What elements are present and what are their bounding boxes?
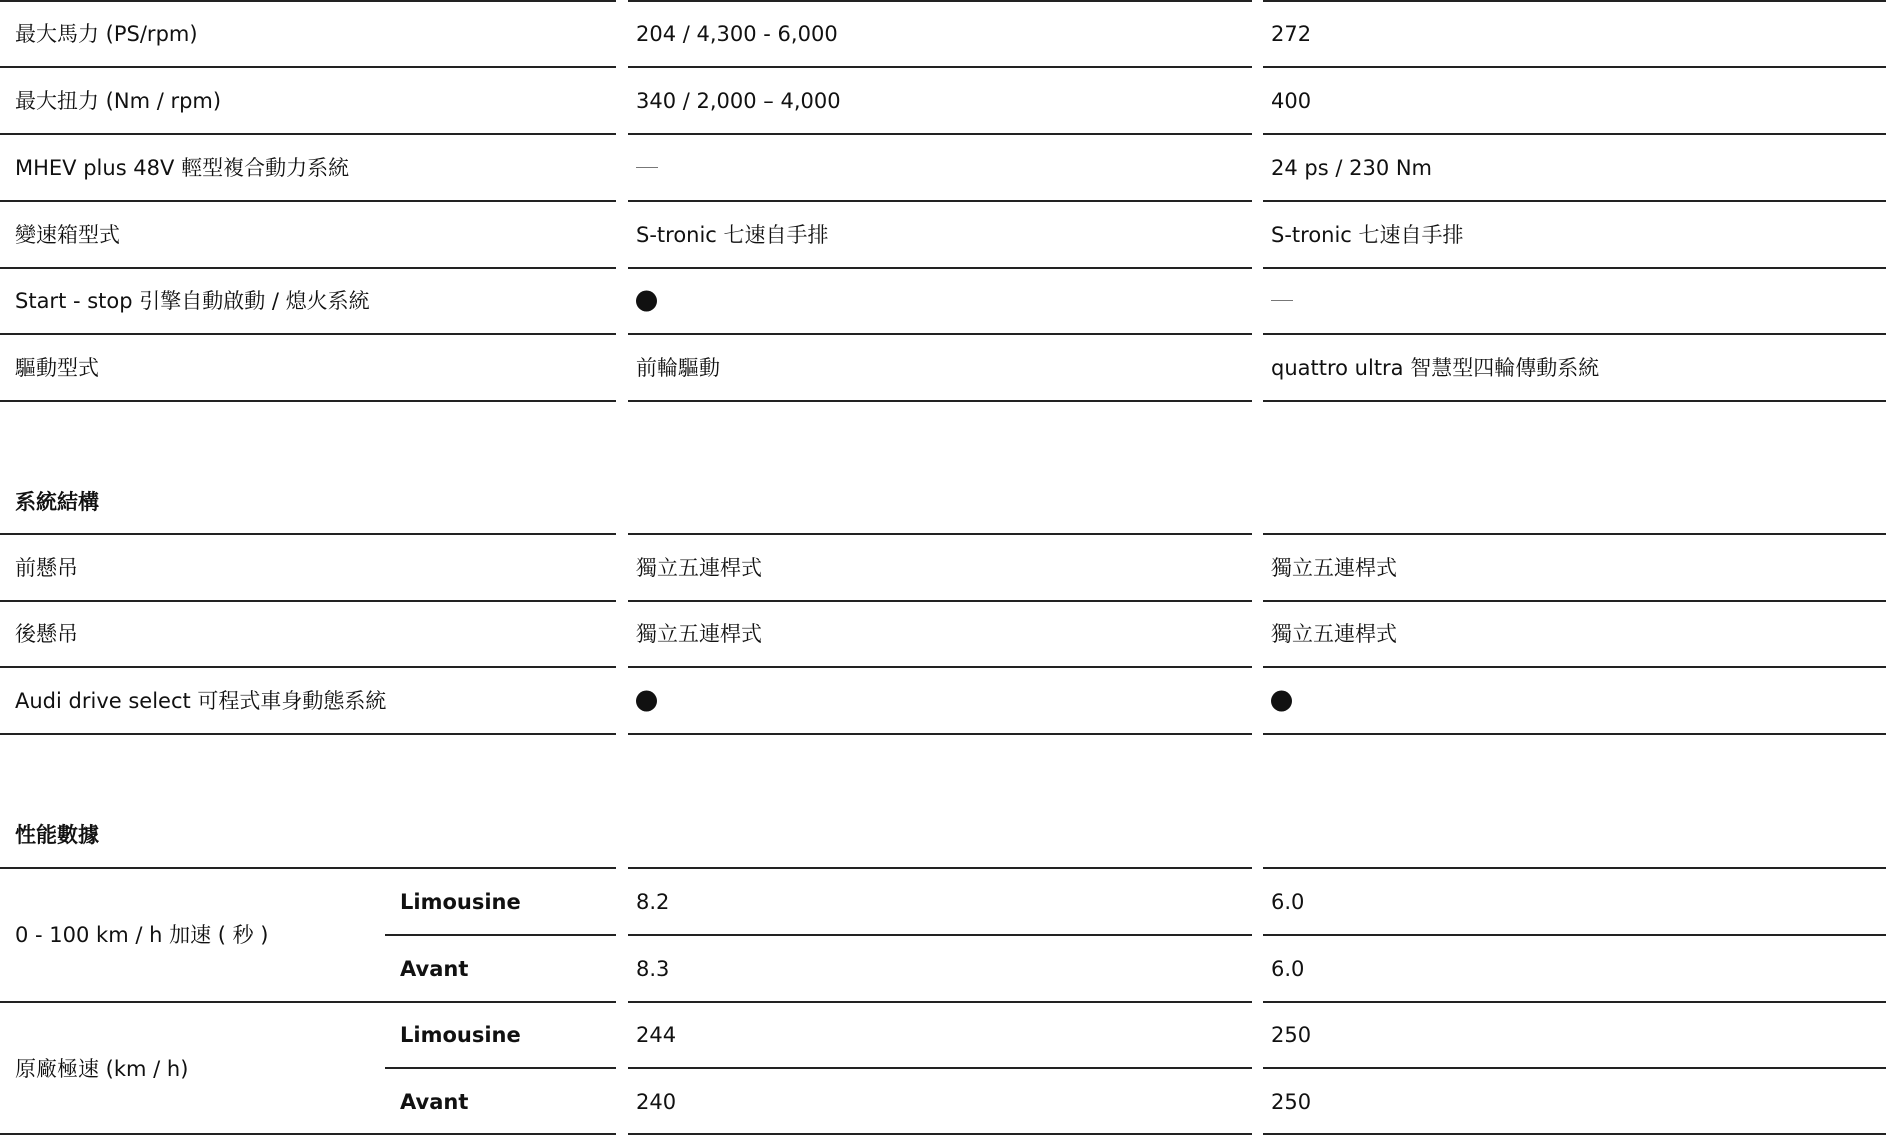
row-divider: [628, 333, 1252, 335]
variant-label: Avant: [400, 957, 469, 981]
row-divider: [1263, 867, 1886, 869]
not-available-dash: [1271, 300, 1293, 301]
spec-value-col1: S-tronic 七速自手排: [636, 223, 829, 247]
spec-value-col1: 8.2: [636, 890, 670, 914]
row-divider: [1263, 533, 1886, 535]
spec-label: 最大馬力 (PS/rpm): [15, 22, 198, 46]
row-divider: [0, 867, 616, 869]
row-divider: [0, 533, 616, 535]
row-divider: [0, 600, 616, 602]
row-divider: [385, 934, 616, 936]
spec-label: 驅動型式: [15, 356, 99, 380]
section-title-performance: 性能數據: [15, 823, 99, 847]
row-divider: [628, 200, 1252, 202]
spec-value-col1: 204 / 4,300 - 6,000: [636, 22, 838, 46]
spec-value-col2: 24 ps / 230 Nm: [1271, 156, 1433, 180]
variant-label: Avant: [400, 1090, 469, 1114]
spec-label: 後懸吊: [15, 622, 78, 646]
spec-value-col2: 250: [1271, 1023, 1312, 1047]
spec-value-col2: quattro ultra 智慧型四輪傳動系統: [1271, 356, 1600, 380]
row-divider: [1263, 267, 1886, 269]
row-divider: [1263, 0, 1886, 2]
row-divider: [628, 666, 1252, 668]
spec-value-col2: 250: [1271, 1090, 1312, 1114]
spec-value-col1: 244: [636, 1023, 677, 1047]
spec-value-col2: 272: [1271, 22, 1312, 46]
row-divider: [628, 733, 1252, 735]
spec-value-col1: 獨立五連桿式: [636, 556, 762, 580]
row-divider: [1263, 66, 1886, 68]
row-divider: [628, 533, 1252, 535]
spec-label: 變速箱型式: [15, 223, 120, 247]
spec-value-col1: 240: [636, 1090, 677, 1114]
spec-label: 最大扭力 (Nm / rpm): [15, 89, 222, 113]
section-title-structure: 系統結構: [15, 490, 99, 514]
variant-label: Limousine: [400, 890, 521, 914]
spec-label: 前懸吊: [15, 556, 78, 580]
spec-value-col2: 6.0: [1271, 890, 1305, 914]
spec-label: MHEV plus 48V 輕型複合動力系統: [15, 156, 350, 180]
row-divider: [0, 200, 616, 202]
standard-dot-icon: [636, 691, 657, 712]
row-divider: [628, 66, 1252, 68]
row-divider: [0, 267, 616, 269]
row-divider: [0, 1001, 616, 1003]
standard-dot-icon: [1271, 691, 1292, 712]
row-divider: [1263, 133, 1886, 135]
standard-dot-icon: [636, 291, 657, 312]
row-divider: [628, 600, 1252, 602]
row-divider: [1263, 200, 1886, 202]
row-divider: [0, 133, 616, 135]
row-divider: [385, 1067, 616, 1069]
variant-label: Limousine: [400, 1023, 521, 1047]
not-available-dash: [636, 167, 658, 168]
spec-value-col1: 前輪驅動: [636, 356, 720, 380]
row-divider: [628, 1001, 1252, 1003]
spec-value-col2: 獨立五連桿式: [1271, 622, 1397, 646]
spec-label: Audi drive select 可程式車身動態系統: [15, 689, 387, 713]
row-divider: [0, 400, 616, 402]
row-divider: [628, 400, 1252, 402]
group-label-acceleration: 0 - 100 km / h 加速 ( 秒 ): [15, 923, 269, 947]
spec-value-col2: 獨立五連桿式: [1271, 556, 1397, 580]
spec-label: Start - stop 引擎自動啟動 / 熄火系統: [15, 289, 370, 313]
row-divider: [0, 0, 616, 2]
row-divider: [0, 66, 616, 68]
row-divider: [1263, 400, 1886, 402]
spec-value-col2: S-tronic 七速自手排: [1271, 223, 1464, 247]
row-divider: [628, 133, 1252, 135]
spec-value-col2: 6.0: [1271, 957, 1305, 981]
row-divider: [1263, 600, 1886, 602]
row-divider: [1263, 666, 1886, 668]
row-divider: [628, 867, 1252, 869]
row-divider: [1263, 1067, 1886, 1069]
group-label-top-speed: 原廠極速 (km / h): [15, 1057, 189, 1081]
spec-value-col1: 8.3: [636, 957, 670, 981]
row-divider: [1263, 333, 1886, 335]
row-divider: [628, 1067, 1252, 1069]
row-divider: [628, 0, 1252, 2]
spec-value-col2: 400: [1271, 89, 1312, 113]
row-divider: [0, 333, 616, 335]
row-divider: [628, 267, 1252, 269]
spec-value-col1: 340 / 2,000 – 4,000: [636, 89, 841, 113]
row-divider: [0, 666, 616, 668]
row-divider: [0, 733, 616, 735]
row-divider: [1263, 934, 1886, 936]
row-divider: [1263, 733, 1886, 735]
row-divider: [1263, 1001, 1886, 1003]
row-divider: [628, 934, 1252, 936]
spec-value-col1: 獨立五連桿式: [636, 622, 762, 646]
